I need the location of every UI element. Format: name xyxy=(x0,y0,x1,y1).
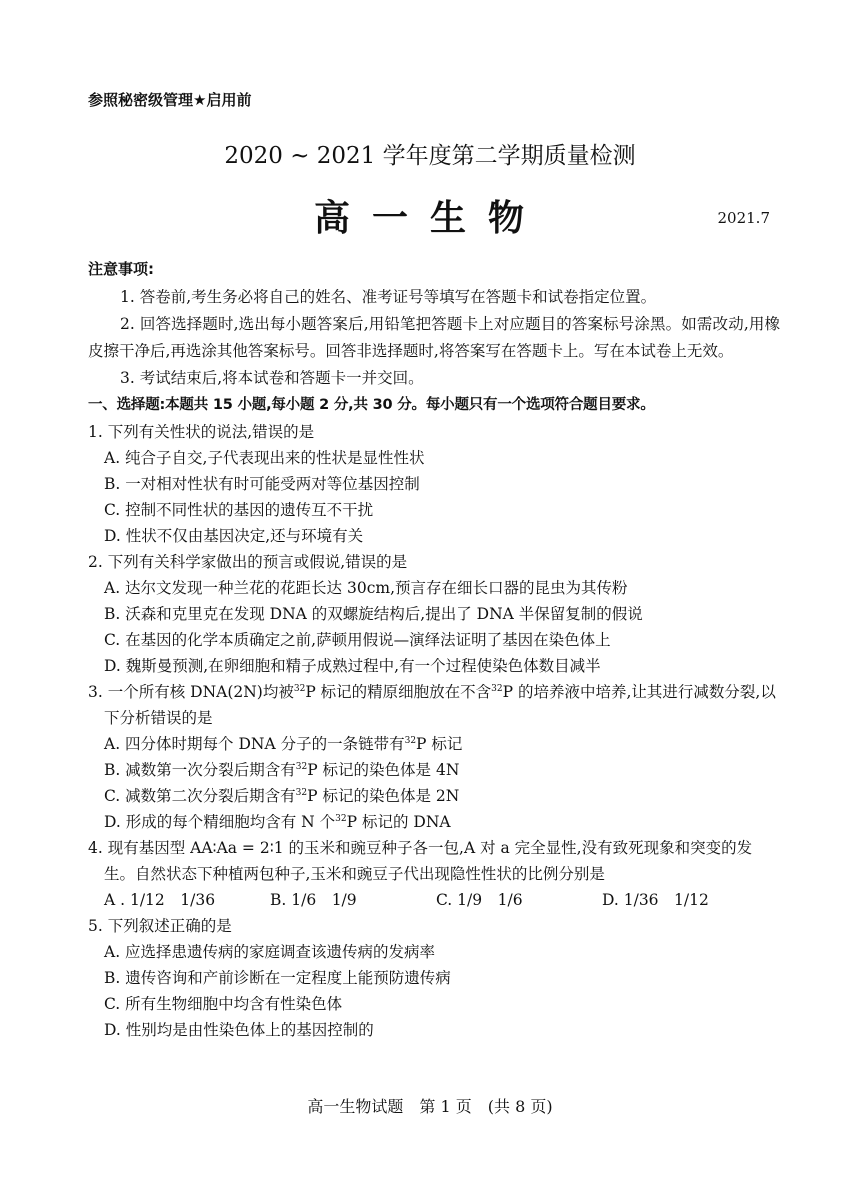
stem-text: 3. 一个所有核 DNA(2N)均被 xyxy=(88,683,294,701)
notice-item: 1. 答卷前,考生务必将自己的姓名、准考证号等填写在答题卡和试卷指定位置。 xyxy=(120,288,657,306)
option-a xyxy=(88,731,780,757)
question-4 xyxy=(88,835,780,913)
option-d: D. 性状不仅由基因决定,还与环境有关 xyxy=(104,527,364,545)
question-stem: 4. 现有基因型 AA∶Aa = 2∶1 的玉米和豌豆种子各一包,A 对 a 完全显性,没有致死现象和突变的发生。自然状态下种植两包种子,玉米和豌豆子代出现隐性性状的比例分别是 xyxy=(88,839,753,883)
isotope-superscript: 32 xyxy=(491,684,503,694)
option-a: A. 纯合子自交,子代表现出来的性状是显性性状 xyxy=(104,449,425,467)
option-c: C. 1/9 1/6 xyxy=(436,891,523,909)
question-5 xyxy=(88,913,780,1043)
option-b: B. 沃森和克里克在发现 DNA 的双螺旋结构后,提出了 DNA 半保留复制的假说 xyxy=(104,605,643,623)
stem-text: P 标记的精原细胞放在不含 xyxy=(305,683,492,701)
notice-item: 2. 回答选择题时,选出每小题答案后,用铅笔把答题卡上对应题目的答案标号涂黑。如需改动,用橡皮擦干净后,再选涂其他答案标号。回答非选择题时,将答案写在答题卡上。写在本试卷上无效。 xyxy=(88,315,780,360)
question-1 xyxy=(88,419,780,549)
option-text: P 标记的染色体是 4N xyxy=(307,761,460,779)
options-row xyxy=(88,887,780,913)
option-b: B. 遗传咨询和产前诊断在一定程度上能预防遗传病 xyxy=(104,969,451,987)
question-3 xyxy=(88,679,780,835)
option-text: A. 四分体时期每个 DNA 分子的一条链带有 xyxy=(104,735,405,753)
option-c: C. 所有生物细胞中均含有性染色体 xyxy=(104,995,343,1013)
option-text: P 标记的染色体是 2N xyxy=(307,787,460,805)
exam-content xyxy=(88,258,780,1043)
option-d: D. 魏斯曼预测,在卵细胞和精子成熟过程中,有一个过程使染色体数目减半 xyxy=(104,657,601,675)
page-footer: 高一生物试题 第 1 页 (共 8 页) xyxy=(307,1097,553,1116)
notice-title: 注意事项: xyxy=(88,260,154,278)
isotope-superscript: 32 xyxy=(295,788,308,798)
option-a: A . 1/12 1/36 xyxy=(104,891,216,909)
option-text: C. 减数第二次分裂后期含有 xyxy=(104,787,296,805)
option-a: A. 应选择患遗传病的家庭调查该遗传病的发病率 xyxy=(104,943,436,961)
option-text: B. 减数第一次分裂后期含有 xyxy=(104,761,296,779)
option-b xyxy=(88,757,780,783)
question-stem: 2. 下列有关科学家做出的预言或假说,错误的是 xyxy=(88,553,408,571)
option-d xyxy=(88,809,780,835)
option-text: D. 形成的每个精细胞均含有 N 个 xyxy=(104,813,336,831)
option-d: D. 性别均是由性染色体上的基因控制的 xyxy=(104,1021,374,1039)
option-c: C. 控制不同性状的基因的遗传互不干扰 xyxy=(104,501,374,519)
isotope-superscript: 32 xyxy=(404,736,417,746)
option-d: D. 1/36 1/12 xyxy=(602,891,709,909)
option-c xyxy=(88,783,780,809)
question-stem: 5. 下列叙述正确的是 xyxy=(88,917,232,935)
isotope-superscript: 32 xyxy=(335,814,347,824)
question-stem xyxy=(88,679,780,731)
question-stem: 1. 下列有关性状的说法,错误的是 xyxy=(88,423,315,441)
option-b: B. 1/6 1/9 xyxy=(270,891,357,909)
option-b: B. 一对相对性状有时可能受两对等位基因控制 xyxy=(104,475,420,493)
isotope-superscript: 32 xyxy=(293,684,306,694)
question-2 xyxy=(88,549,780,679)
option-text: P 标记的 DNA xyxy=(346,813,451,831)
option-a: A. 达尔文发现一种兰花的花距长达 30cm,预言存在细长口器的昆虫为其传粉 xyxy=(104,579,628,597)
section-title: 一、选择题:本题共 15 小题,每小题 2 分,共 30 分。每小题只有一个选项符合题目要求。 xyxy=(88,397,655,413)
option-text: P 标记 xyxy=(416,735,463,753)
stem-text: P 的培养液中培养,让其进行减数分裂,以下分析错误的是 xyxy=(104,683,776,727)
notice-item: 3. 考试结束后,将本试卷和答题卡一并交回。 xyxy=(120,369,424,387)
confidential-label: 参照秘密级管理★启用前 xyxy=(88,91,252,109)
exam-title: 2020 ~ 2021 学年度第二学期质量检测 xyxy=(224,143,636,169)
subject-title: 高一生物 xyxy=(313,197,546,239)
exam-date: 2021.7 xyxy=(717,209,770,227)
isotope-superscript: 32 xyxy=(295,762,308,772)
option-c: C. 在基因的化学本质确定之前,萨顿用假说—演绎法证明了基因在染色体上 xyxy=(104,631,611,649)
